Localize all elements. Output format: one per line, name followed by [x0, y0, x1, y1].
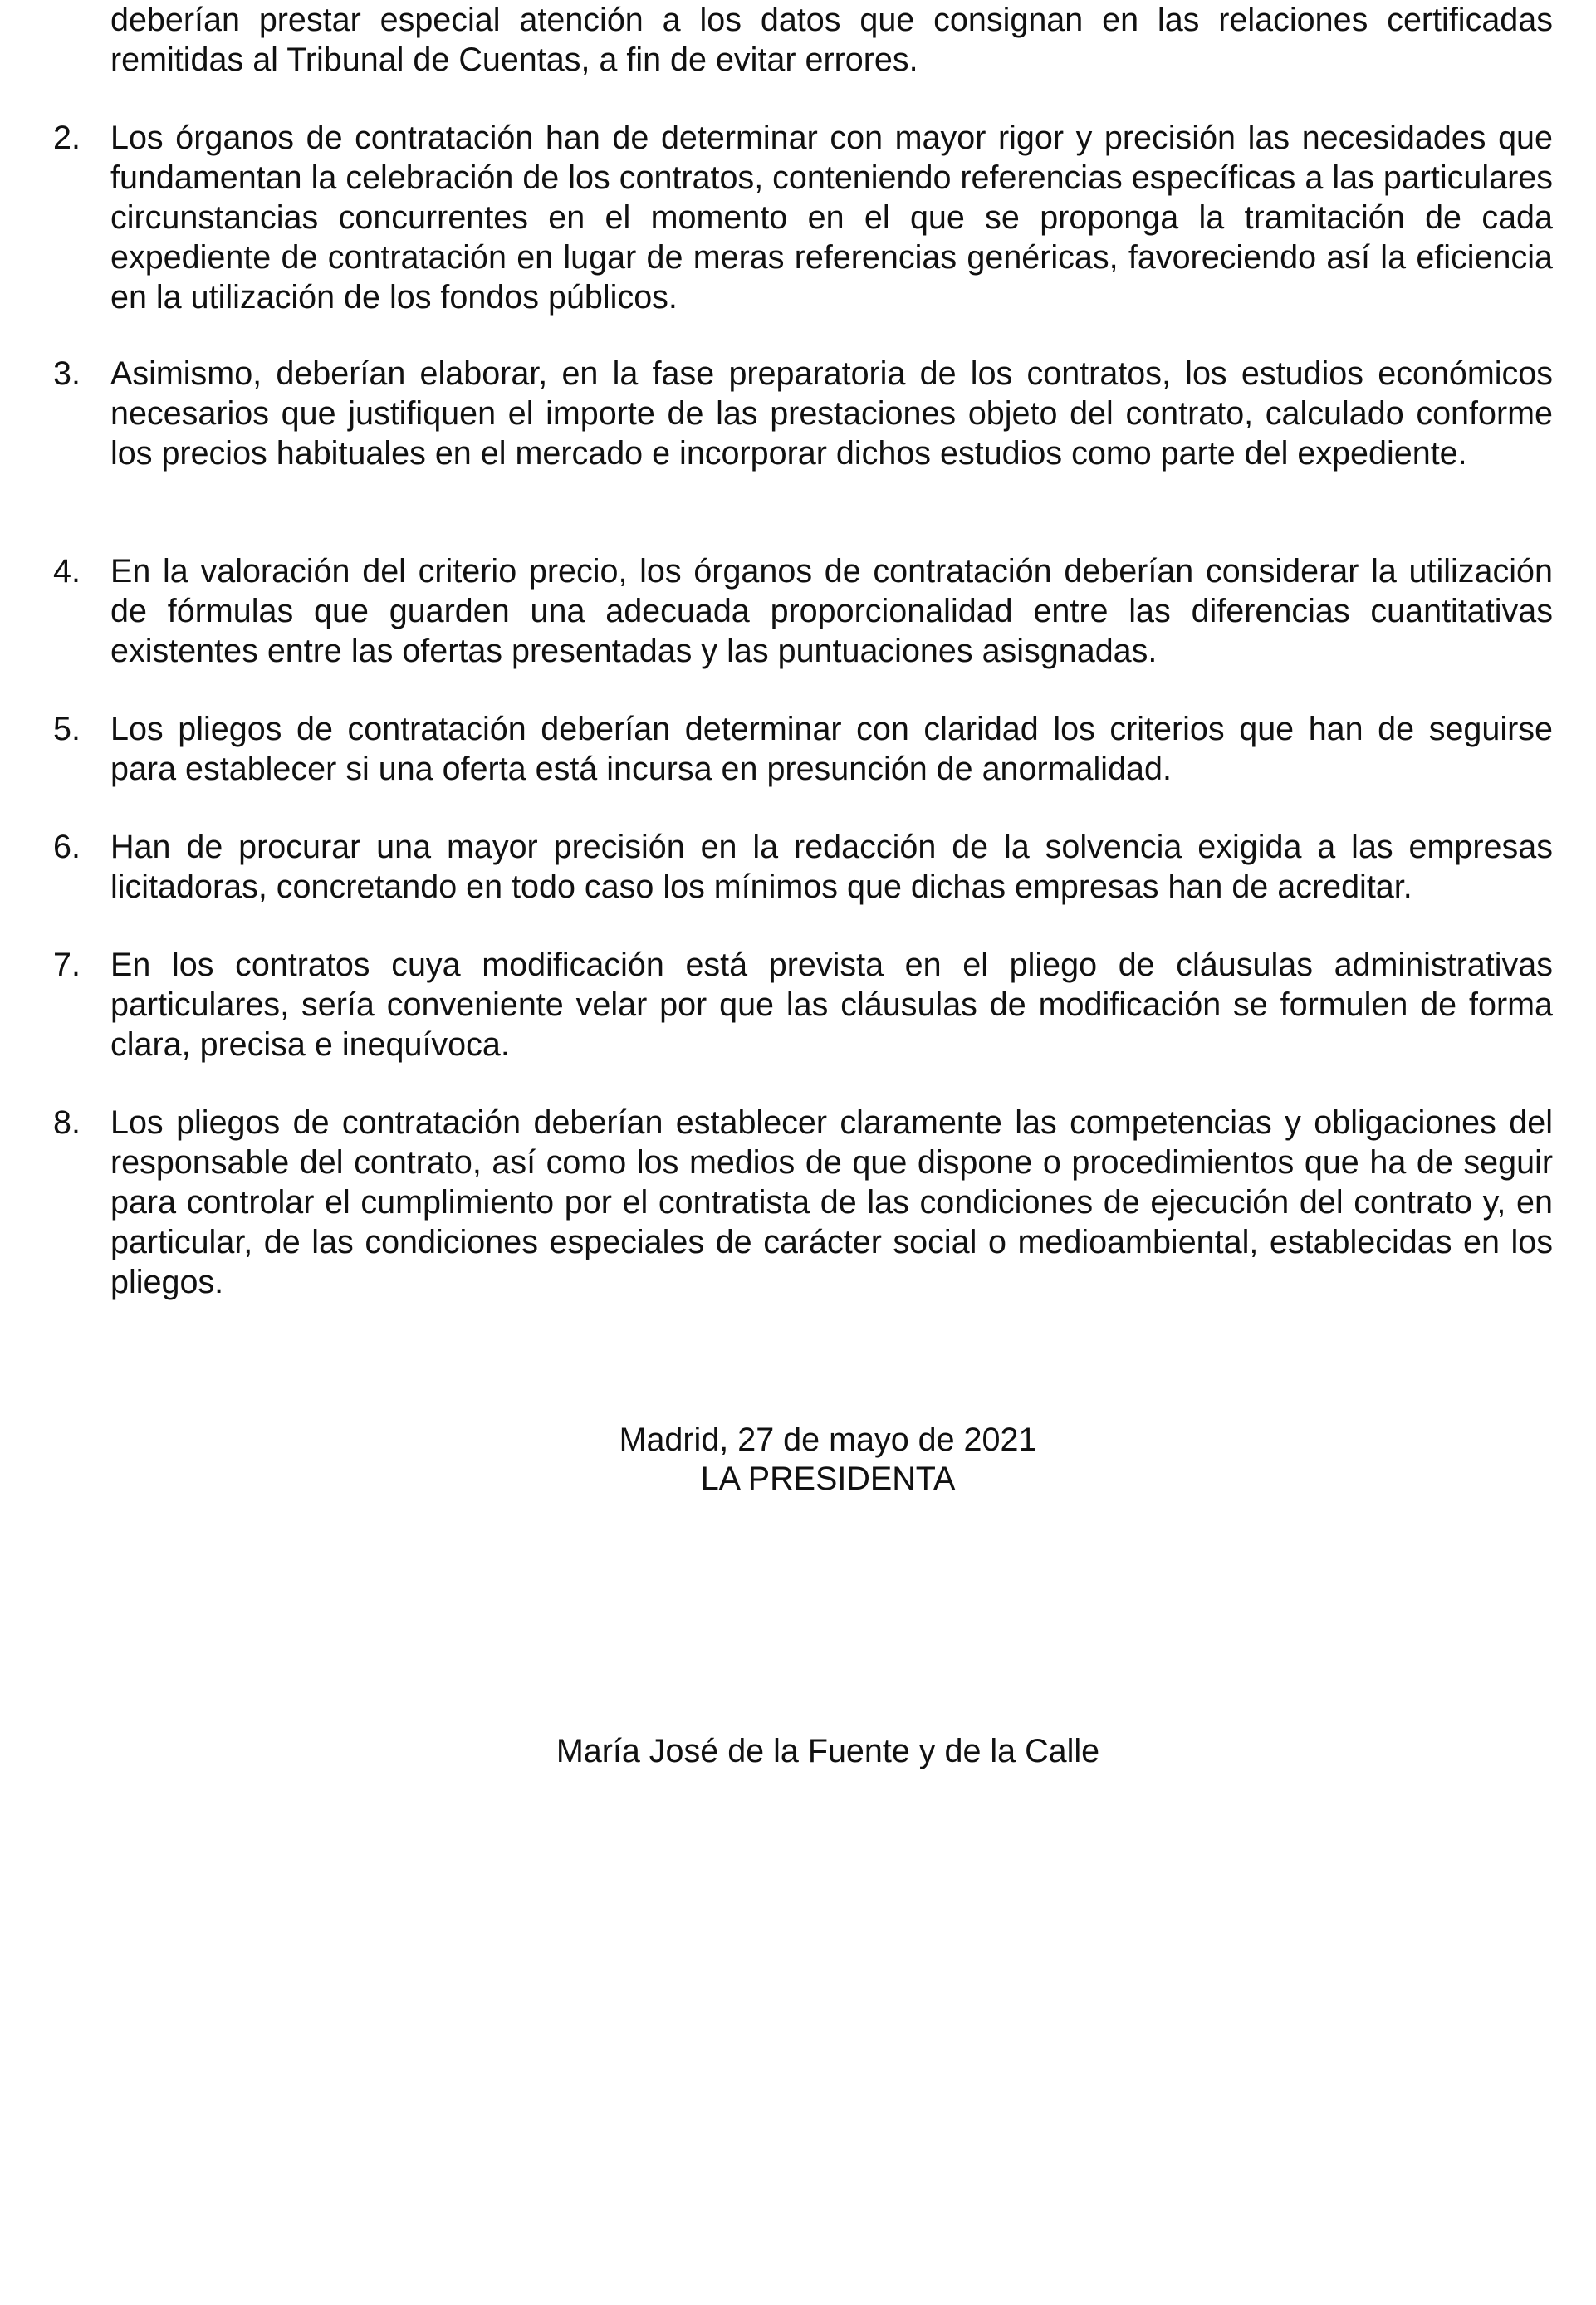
- recommendation-item-3: [53, 354, 1553, 473]
- item-text: Los pliegos de contratación deberían establecer claramente las competencias y obligaciones del responsable del contrato, así como los medios de que dispone o procedimientos que ha de seguir para controlar el cumplimiento por el contratista de las condiciones de ejecución del contrato y, en particular, de las condiciones especiales de carácter social o medioambiental, establecidas en los pliegos.: [110, 1104, 1553, 1300]
- item-number: 5.: [53, 711, 81, 747]
- item-text: Los órganos de contratación han de determinar con mayor rigor y precisión las necesidades que fundamentan la celebración de los contratos, conteniendo referencias específicas a las particulares circunstancias concurrentes en el momento en el que se proponga la tramitación de cada expediente de contratación en lugar de meras referencias genéricas, favoreciendo así la eficiencia en la utilización de los fondos públicos.: [110, 120, 1553, 316]
- place-date: Madrid, 27 de mayo de 2021: [619, 1422, 1037, 1458]
- recommendation-item-2: [53, 118, 1553, 317]
- continuation-paragraph: deberían prestar especial atención a los datos que consignan en las relaciones certificadas remitidas al Tribunal de Cuentas, a fin de evitar errores.: [110, 2, 1553, 78]
- item-number: 6.: [53, 829, 81, 865]
- item-number: 4.: [53, 553, 81, 590]
- item-number: 8.: [53, 1104, 81, 1141]
- signatory-title: LA PRESIDENTA: [700, 1461, 956, 1497]
- recommendation-item-6: [53, 827, 1553, 907]
- recommendation-item-4: [53, 551, 1553, 671]
- recommendation-item-7: [53, 945, 1553, 1064]
- item-text: En los contratos cuya modificación está prevista en el pliego de cláusulas administrativas particulares, sería conveniente velar por que las cláusulas de modificación se formulen de forma clara, precisa e inequívoca.: [110, 947, 1553, 1063]
- item-number: 2.: [53, 120, 81, 156]
- signatory-name: María José de la Fuente y de la Calle: [556, 1733, 1100, 1769]
- item-number: 3.: [53, 355, 81, 392]
- item-text: Asimismo, deberían elaborar, en la fase preparatoria de los contratos, los estudios económicos necesarios que justifiquen el importe de las prestaciones objeto del contrato, calculado conforme los precios habituales en el mercado e incorporar dichos estudios como parte del expediente.: [110, 355, 1553, 472]
- recommendation-item-5: [53, 709, 1553, 789]
- item-number: 7.: [53, 947, 81, 983]
- item-text: Han de procurar una mayor precisión en la redacción de la solvencia exigida a las empresas licitadoras, concretando en todo caso los mínimos que dichas empresas han de acreditar.: [110, 829, 1553, 905]
- item-text: Los pliegos de contratación deberían determinar con claridad los criterios que han de seguirse para establecer si una oferta está incursa en presunción de anormalidad.: [110, 711, 1553, 787]
- item-text: En la valoración del criterio precio, los órganos de contratación deberían considerar la utilización de fórmulas que guarden una adecuada proporcionalidad entre las diferencias cuantitativas existentes entre las ofertas presentadas y las puntuaciones asisgnadas.: [110, 553, 1553, 669]
- recommendation-item-8: [53, 1103, 1553, 1302]
